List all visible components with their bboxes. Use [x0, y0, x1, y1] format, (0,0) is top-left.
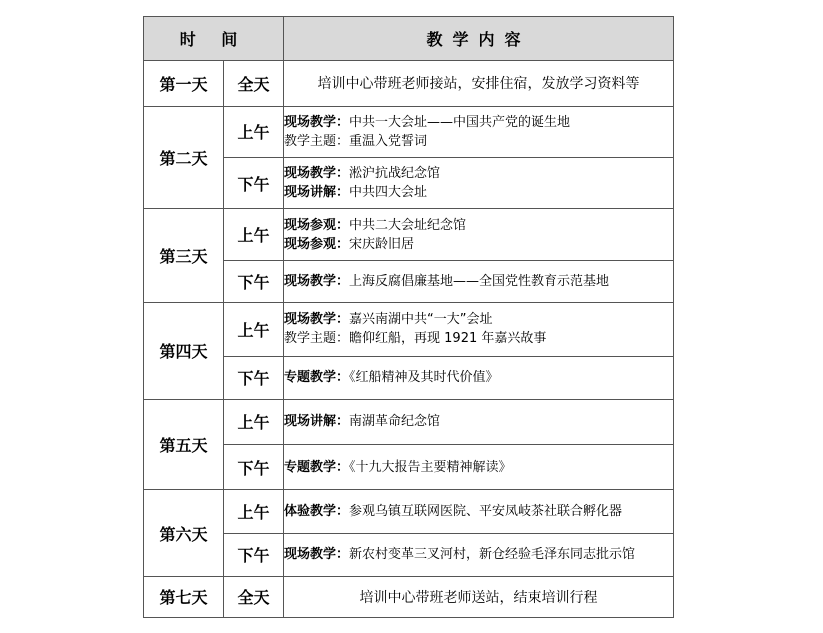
period-label: 上午	[224, 106, 284, 157]
table-row	[144, 576, 674, 617]
content-cell	[284, 399, 674, 444]
content-cell	[284, 533, 674, 576]
content-line: 教学主题：重温入党誓词	[284, 133, 428, 149]
day-label: 第三天	[144, 209, 224, 303]
table-row	[144, 260, 674, 302]
content-cell	[284, 303, 674, 357]
table-row	[144, 209, 674, 260]
table-row	[144, 445, 674, 490]
day-label: 第四天	[144, 303, 224, 400]
content-cell: 培训中心带班老师接站，安排住宿，发放学习资料等	[284, 61, 674, 106]
period-label: 上午	[224, 490, 284, 533]
header-content: 教学内容	[284, 17, 674, 61]
content-cell	[284, 157, 674, 208]
content-cell	[284, 260, 674, 302]
content-line: 专题教学：《十九大报告主要精神解读》	[284, 459, 512, 475]
header-time: 时 间	[144, 17, 284, 61]
table-row	[144, 61, 674, 106]
table-row	[144, 533, 674, 576]
content-line: 现场讲解：南湖革命纪念馆	[284, 414, 441, 430]
period-label: 全天	[224, 576, 284, 617]
content-line: 现场参观：宋庆龄旧居	[284, 236, 415, 252]
content-cell	[284, 490, 674, 533]
period-label: 下午	[224, 445, 284, 490]
period-label: 下午	[224, 356, 284, 399]
period-label: 上午	[224, 209, 284, 260]
content-line: 体验教学：参观乌镇互联网医院、平安凤岐茶社联合孵化器	[284, 503, 623, 519]
table-header-row	[144, 17, 674, 61]
period-label: 上午	[224, 303, 284, 357]
period-label: 下午	[224, 157, 284, 208]
content-cell: 培训中心带班老师送站，结束培训行程	[284, 576, 674, 617]
day-label: 第五天	[144, 399, 224, 490]
period-label: 下午	[224, 533, 284, 576]
period-label: 上午	[224, 399, 284, 444]
day-label: 第六天	[144, 490, 224, 576]
content-line: 现场教学：淞沪抗战纪念馆	[284, 166, 441, 182]
table-row	[144, 106, 674, 157]
content-line: 现场教学：上海反腐倡廉基地——全国党性教育示范基地	[284, 273, 610, 289]
content-cell	[284, 356, 674, 399]
content-line: 教学主题：瞻仰红船，再现 1921 年嘉兴故事	[284, 331, 547, 347]
content-line: 现场讲解：中共四大会址	[284, 185, 428, 201]
table-row	[144, 157, 674, 208]
content-line: 现场教学：新农村变革三叉河村，新仓经验毛泽东同志批示馆	[284, 547, 636, 563]
content-line: 现场教学：中共一大会址——中国共产党的诞生地	[284, 114, 571, 130]
content-line: 专题教学：《红船精神及其时代价值》	[284, 370, 499, 386]
period-label: 全天	[224, 61, 284, 106]
table-row	[144, 399, 674, 444]
day-label: 第二天	[144, 106, 224, 209]
content-cell	[284, 106, 674, 157]
table-row	[144, 303, 674, 357]
content-cell	[284, 445, 674, 490]
day-label: 第一天	[144, 61, 224, 106]
table-row	[144, 356, 674, 399]
day-label: 第七天	[144, 576, 224, 617]
schedule-table	[143, 16, 674, 618]
content-cell	[284, 209, 674, 260]
period-label: 下午	[224, 260, 284, 302]
content-line: 现场教学：嘉兴南湖中共“一大”会址	[284, 312, 493, 328]
content-line: 现场参观：中共二大会址纪念馆	[284, 217, 467, 233]
table-row	[144, 490, 674, 533]
